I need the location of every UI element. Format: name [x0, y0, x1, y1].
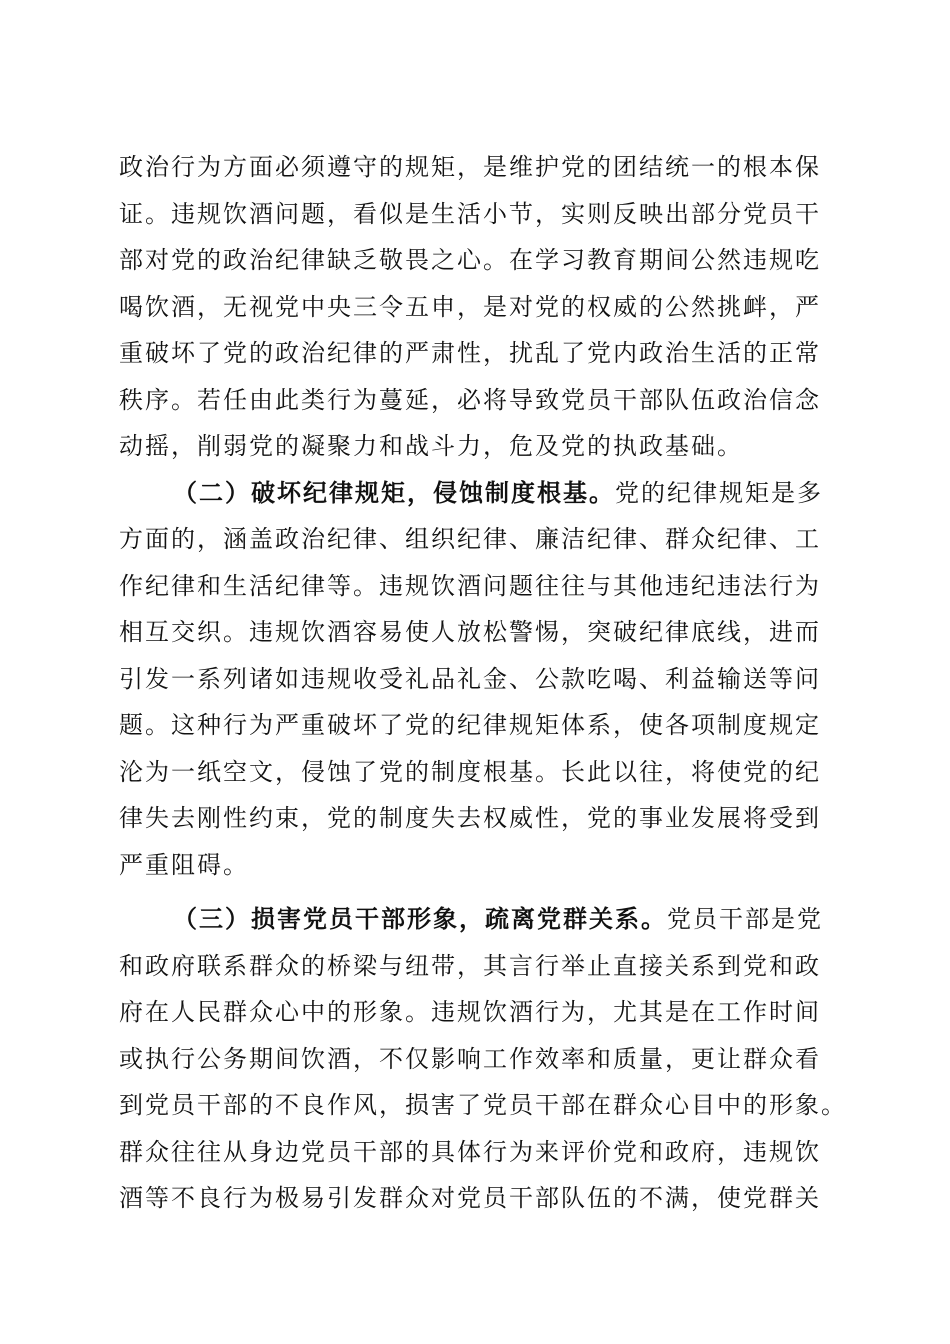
text-line: 证。违规饮酒问题，看似是生活小节，实则反映出部分党员干 [119, 199, 821, 228]
text-line: 动摇，削弱党的凝聚力和战斗力，危及党的执政基础。 [119, 432, 743, 460]
text-line: 重破坏了党的政治纪律的严肃性，扰乱了党内政治生活的正常 [119, 339, 821, 367]
text-line: 律失去刚性约束，党的制度失去权威性，党的事业发展将受到 [119, 804, 821, 832]
text-line: 酒等不良行为极易引发群众对党员干部队伍的不满，使党群关 [119, 1184, 821, 1212]
section-two-heading: （二）破坏纪律规矩，侵蚀制度根基。 [173, 477, 615, 507]
text-line: 题。这种行为严重破坏了党的纪律规矩体系，使各项制度规定 [119, 711, 821, 739]
section-three-intro: 党员干部是党 [667, 905, 823, 933]
paragraph-section-three [119, 896, 847, 1222]
text-line: 政治行为方面必须遵守的规矩，是维护党的团结统一的根本保 [119, 153, 821, 181]
section-three-heading: （三）损害党员干部形象，疏离党群关系。 [173, 904, 667, 933]
text-line: 和政府联系群众的桥梁与纽带，其言行举止直接关系到党和政 [119, 951, 821, 980]
text-line: 部对党的政治纪律缺乏敬畏之心。在学习教育期间公然违规吃 [119, 246, 821, 274]
text-line: 喝饮酒，无视党中央三令五申，是对党的权威的公然挑衅，严 [119, 292, 821, 321]
section-three-first-line [119, 896, 829, 943]
text-line: 或执行公务期间饮酒，不仅影响工作效率和质量，更让群众看 [119, 1044, 821, 1073]
text-line: 府在人民群众心中的形象。违规饮酒行为，尤其是在工作时间 [119, 998, 821, 1026]
text-line: 严重阻碍。 [119, 850, 249, 879]
paragraph-political-discipline [119, 144, 829, 470]
text-line: 作纪律和生活纪律等。违规饮酒问题往往与其他违纪违法行为 [119, 571, 821, 600]
text-line: 沦为一纸空文，侵蚀了党的制度根基。长此以往，将使党的纪 [119, 757, 821, 786]
paragraph-spacer [119, 888, 829, 896]
document-body [119, 144, 847, 1222]
text-line: 秩序。若任由此类行为蔓延，必将导致党员干部队伍政治信念 [119, 385, 821, 414]
text-line: 相互交织。违规饮酒容易使人放松警惕，突破纪律底线，进而 [119, 618, 821, 646]
section-two-first-line [119, 470, 829, 517]
text-line: 方面的，涵盖政治纪律、组织纪律、廉洁纪律、群众纪律、工 [119, 525, 821, 553]
paragraph-section-two [119, 470, 829, 889]
text-line: 到党员干部的不良作风，损害了党员干部在群众心目中的形象。 [119, 1091, 847, 1119]
text-line: 群众往往从身边党员干部的具体行为来评价党和政府，违规饮 [119, 1137, 821, 1166]
text-line: 引发一系列诸如违规收受礼品礼金、公款吃喝、利益输送等问 [119, 664, 821, 693]
section-two-intro: 党的纪律规矩是多 [615, 478, 823, 507]
